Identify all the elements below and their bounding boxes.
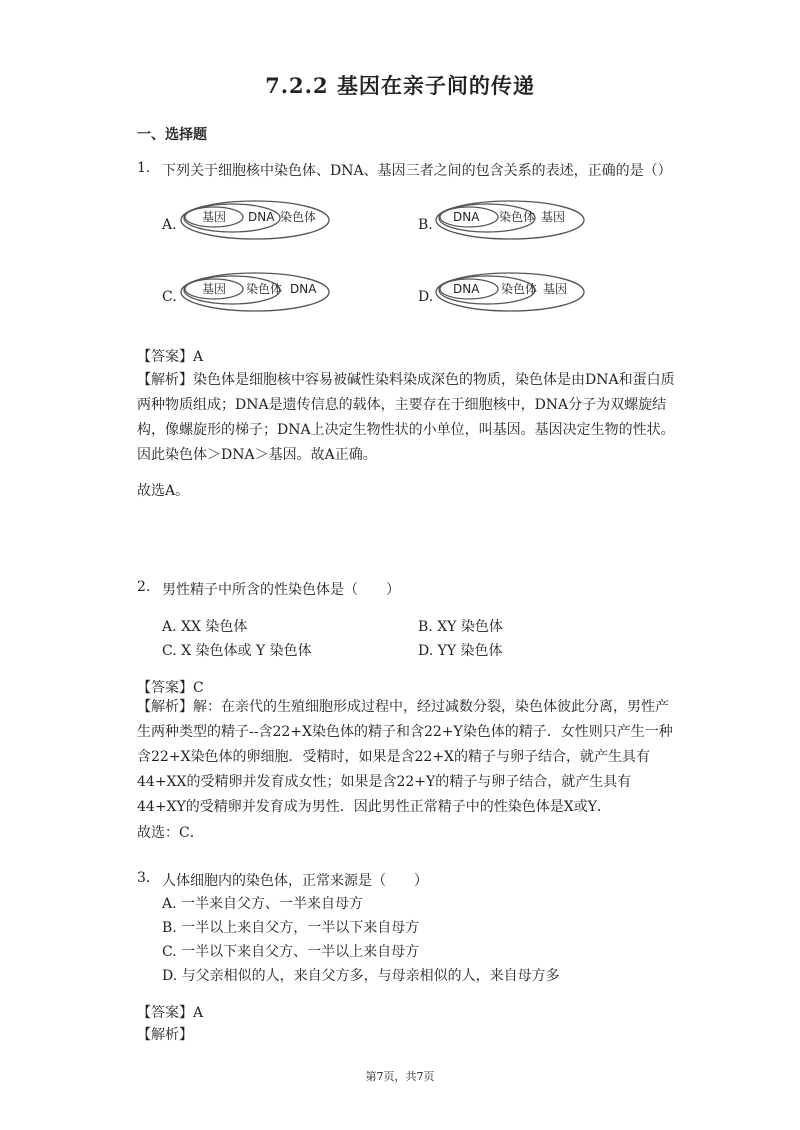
q1-option-b-diagram — [435, 199, 585, 241]
q1-option-c-diagram — [180, 271, 330, 313]
q1-a-middle-label: DNA — [248, 210, 275, 224]
q3-option-c: C. 一半以下来自父方、一半以上来自母方 — [162, 944, 420, 960]
q3-stem: 人体细胞内的染色体，正常来源是（ ） — [162, 873, 428, 889]
page-footer: 第7页，共7页 — [365, 1070, 435, 1083]
q2-option-c: C. X 染色体或 Y 染色体 — [162, 643, 312, 659]
q1-answer: 【答案】A — [137, 349, 204, 365]
q1-b-outer-label: 基因 — [541, 210, 566, 224]
q1-option-d-diagram — [435, 271, 585, 313]
q1-c-outer-label: DNA — [290, 282, 317, 296]
q1-a-outer-label: 染色体 — [280, 210, 317, 224]
q1-option-a-diagram — [180, 199, 330, 241]
q1-d-outer-label: 基因 — [543, 282, 568, 296]
q1-d-middle-label: 染色体 — [501, 282, 538, 296]
q2-option-a: A. XX 染色体 — [162, 619, 248, 635]
q2-option-d: D. YY 染色体 — [418, 643, 503, 659]
q1-c-inner-label: 基因 — [202, 282, 227, 296]
page-title: 7.2.2 基因在亲子间的传递 — [265, 73, 535, 98]
q2-number: 2. — [137, 579, 151, 595]
q1-stem: 下列关于细胞核中染色体、DNA、基因三者之间的包含关系的表述，正确的是（） — [162, 163, 672, 179]
q3-option-a: A. 一半来自父方、一半来自母方 — [162, 896, 364, 912]
q1-number: 1. — [137, 160, 151, 176]
section-heading: 一、选择题 — [137, 127, 207, 143]
q3-option-d: D. 与父亲相似的人，来自父方多，与母亲相似的人，来自母方多 — [162, 968, 560, 984]
q1-d-inner-label: DNA — [453, 282, 480, 296]
q2-analysis: 【解析】解：在亲代的生殖细胞形成过程中，经过减数分裂，染色体彼此分离，男性产生两种类型的精子--含22+X染色体的精子和含22+Y染色体的精子．女性则只产生一种含22+X染色体的卵细胞．受精时，如果是含22+X的精子与卵子结合，就产生具有44+XX的受精卵并发育成女性；如果是含22+Y的精子与卵子结合，就产生具有44+XY的受精卵并发育成为男性．因此男性正常精子中的性染色体是X或Y． — [137, 699, 673, 815]
q1-option-d-letter: D. — [418, 289, 434, 305]
q1-analysis: 【解析】染色体是细胞核中容易被碱性染料染成深色的物质，染色体是由DNA和蛋白质两种物质组成；DNA是遗传信息的载体，主要存在于细胞核中，DNA分子为双螺旋结构，像螺旋形的梯子；DNA上决定生物性状的小单位，叫基因。基因决定生物的性状。因此染色体＞DNA＞基因。故A正确。 — [137, 372, 675, 463]
q1-b-middle-label: 染色体 — [499, 210, 536, 224]
q1-c-middle-label: 染色体 — [246, 282, 283, 296]
q1-b-inner-label: DNA — [453, 210, 480, 224]
q1-option-a-letter: A. — [162, 217, 177, 233]
q3-option-b: B. 一半以上来自父方，一半以下来自母方 — [162, 920, 420, 936]
q2-option-b: B. XY 染色体 — [418, 619, 503, 635]
q1-option-b-letter: B. — [418, 217, 433, 233]
q3-answer: 【答案】A — [137, 1005, 204, 1021]
q3-analysis-label: 【解析】 — [137, 1027, 193, 1043]
q1-a-inner-label: 基因 — [202, 210, 227, 224]
q1-option-c-letter: C. — [162, 289, 177, 305]
q2-answer: 【答案】C — [137, 680, 204, 696]
q1-conclusion: 故选A。 — [137, 483, 190, 499]
q2-stem: 男性精子中所含的性染色体是（ ） — [162, 582, 400, 598]
q2-conclusion: 故选：C． — [137, 825, 204, 841]
q3-number: 3. — [137, 870, 151, 886]
